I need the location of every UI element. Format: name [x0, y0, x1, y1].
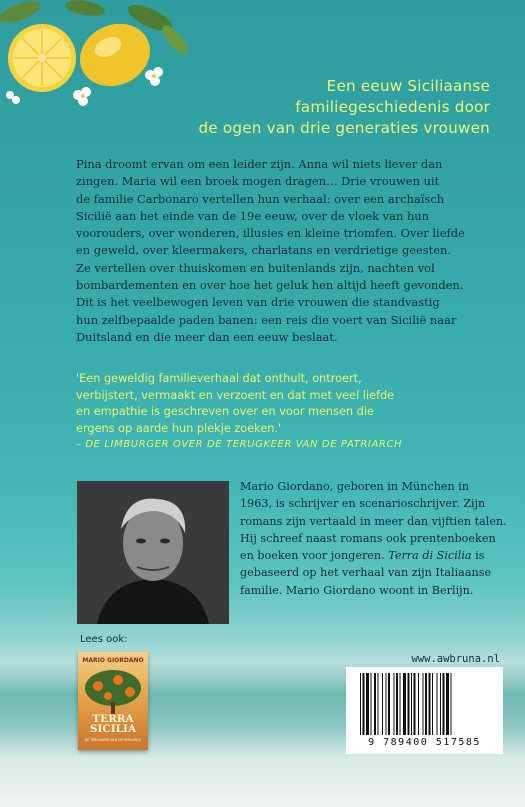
- barcode-bar: [378, 673, 379, 735]
- quote-line: verbijstert, vermaakt en verzoent en dat met veel liefde: [76, 388, 395, 402]
- barcode-bar: [400, 673, 401, 735]
- blurb-line: de familie Carbonaro vertellen hun verhaal: over een archaïsch: [76, 191, 445, 206]
- related-book-title-line-1: TERRA: [92, 713, 134, 725]
- orange-tree-illustration: [78, 666, 148, 714]
- barcode-bar: [366, 673, 369, 735]
- blurb: [76, 156, 486, 346]
- barcode-bar: [432, 673, 433, 735]
- author-photo: [77, 481, 229, 624]
- author-bio: [240, 478, 507, 599]
- related-book-title-line-2: SICILIA: [89, 723, 137, 735]
- barcode-bar: [388, 673, 390, 735]
- barcode-bar: [394, 673, 395, 735]
- press-quote: [76, 371, 496, 454]
- barcode-bar: [374, 673, 376, 735]
- quote-line: ergens op aarde hun plekje zoeken.': [76, 421, 282, 435]
- blurb-line: Dit is het veelbewogen leven van drie vrouwen die standvastig: [76, 295, 440, 310]
- barcode-bar: [437, 673, 438, 735]
- bio-line: Hij schreef naast romans ook prentenboeken: [240, 531, 496, 545]
- barcode-bar: [411, 673, 412, 735]
- bio-line: familie. Mario Giordano woont in Berlijn.: [240, 583, 474, 597]
- barcode-bar: [418, 673, 419, 735]
- blurb-line: en geweld, over kleermakers, charlatans en verdrietige geesten.: [76, 243, 452, 258]
- blurb-line: zingen. Maria wil een broek mogen dragen… Drie vrouwen uit: [76, 174, 440, 189]
- barcode-icon: [360, 673, 489, 735]
- bio-line-with-title: [240, 547, 500, 564]
- barcode-bar: [443, 673, 445, 735]
- tagline-line-3: de ogen van drie generaties vrouwen: [198, 119, 490, 137]
- related-book-cover: [78, 652, 148, 750]
- barcode-bar: [386, 673, 387, 735]
- bio-line: Mario Giordano, geboren in München in: [240, 480, 470, 493]
- barcode-bar: [414, 673, 416, 735]
- barcode-bar: [371, 673, 372, 735]
- bio-line: gebaseerd op het verhaal van zijn Italiaanse: [240, 566, 492, 580]
- isbn-barcode: [346, 667, 503, 754]
- related-book-title: [78, 714, 148, 734]
- blurb-line: voorouders, over wonderen, illusies en kleine triomfen. Over liefde: [76, 226, 465, 241]
- tagline: [150, 76, 490, 139]
- barcode-bar: [363, 673, 365, 735]
- quote-source: – DE LIMBURGER OVER DE TERUGKEER VAN DE PATRIARCH: [76, 439, 403, 451]
- barcode-bar: [396, 673, 398, 735]
- barcode-bar: [446, 673, 449, 735]
- blurb-line: Pina droomt ervan om een leider zijn. Anna wil niets liever dan: [76, 157, 443, 171]
- read-also-label: Lees ook:: [80, 634, 128, 645]
- barcode-bar: [429, 673, 431, 735]
- related-book-subtitle: DE TERUGKEER VAN DE PATRIARCH: [84, 738, 142, 742]
- tagline-line-2: familiegeschiedenis door: [295, 98, 490, 116]
- quote-line: 'Een geweldig familieverhaal dat onthult, ontroert,: [76, 372, 362, 385]
- barcode-bar: [451, 673, 452, 735]
- isbn-number: 9 789400 517585: [368, 737, 481, 748]
- bio-line: romans zijn vertaald in meer dan vijftien talen.: [240, 514, 507, 528]
- bio-line: 1963, is schrijver en scenarioschrijver. Zijn: [240, 497, 486, 511]
- publisher-url[interactable]: www.awbruna.nl: [411, 653, 500, 665]
- quote-line: en empathie is geschreven over en voor mensen die: [76, 405, 374, 419]
- related-book-author: MARIO GIORDANO: [82, 657, 144, 664]
- blurb-line: Sicilië aan het einde van de 19e eeuw, over de vloek van hun: [76, 208, 430, 223]
- book-title-italic: Terra di Sicilia: [388, 549, 472, 563]
- barcode-bar: [360, 673, 361, 735]
- blurb-line: Ze vertellen over thuiskomen en buitenlands zijn, nachten vol: [76, 260, 435, 275]
- barcode-bar: [440, 673, 441, 735]
- barcode-bar: [423, 673, 424, 735]
- barcode-bar: [382, 673, 383, 735]
- blurb-line: Duitsland en die meer dan een eeuw beslaat.: [76, 329, 338, 344]
- tagline-line-1: Een eeuw Siciliaanse: [326, 77, 490, 95]
- blurb-line: bombardementen en over hoe het geluk hen altijd heeft gevonden.: [76, 278, 464, 293]
- barcode-bar: [425, 673, 427, 735]
- author-portrait-illustration: [77, 481, 229, 624]
- barcode-bar: [403, 673, 406, 735]
- barcode-bar: [408, 673, 410, 735]
- bio-line-suffix: is: [471, 549, 485, 563]
- bio-line-prefix: en boeken voor jongeren.: [240, 549, 385, 563]
- blurb-line: hun zelfbepaalde paden banen: een reis die voert van Sicilië naar: [76, 312, 457, 327]
